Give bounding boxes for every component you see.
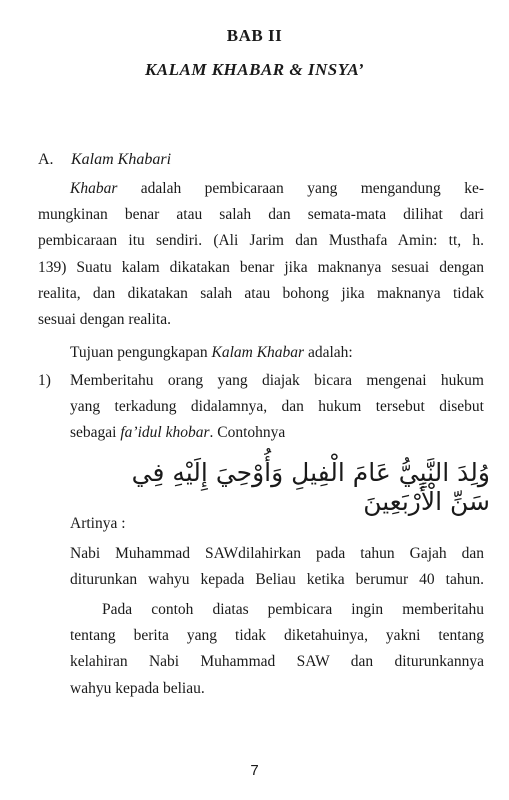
paragraph-text: adalah pembicaraan yang mengandung ke- xyxy=(117,180,484,197)
list-item-body xyxy=(70,368,484,447)
paragraph-line: kelahiran Nabi Muhammad SAW dan diturunkannya xyxy=(70,653,484,671)
paragraph-line: 139) Suatu kalam dikatakan benar jika maknanya sesuai dengan xyxy=(38,258,484,276)
paragraph-line: wahyu kepada beliau. xyxy=(70,679,205,697)
paragraph-line: diturunkan wahyu kepada Beliau ketika berumur 40 tahun. xyxy=(70,571,484,589)
term-kalam-khabar: Kalam Khabar xyxy=(211,344,305,361)
paragraph-line: sesuai dengan realita. xyxy=(38,311,171,329)
paragraph-explanation xyxy=(70,597,484,702)
chapter-title: KALAM KHABAR & INSYA’ xyxy=(144,60,365,79)
term-faidul-khobar: fa’idul khobar xyxy=(120,424,210,442)
section-marker: A. xyxy=(38,151,54,168)
paragraph-line: realita, dan dikatakan salah atau bohong jika maknanya tidak xyxy=(38,284,484,302)
paragraph-text: adalah: xyxy=(304,344,353,361)
paragraph-line: Nabi Muhammad SAWdilahirkan pada tahun Gajah dan xyxy=(70,545,484,562)
paragraph-text: sebagai xyxy=(70,424,121,442)
paragraph-text: . Contohnya xyxy=(209,424,286,442)
paragraph-line: pembicaraan itu sendiri. (Ali Jarim dan Musthafa Amin: tt, h. xyxy=(38,232,484,250)
list-number: 1) xyxy=(38,372,51,389)
arabic-example-text: وُلِدَ النَّبِيُّ عَامَ الْفِيلِ وَأُوْحِيَ إِلَيْهِ فِي سَنِّ الْأَرْبَعِينَ xyxy=(131,458,490,516)
section-title: Kalam Khabari xyxy=(71,151,172,168)
paragraph-line: Pada contoh diatas pembicara ingin memberitahu xyxy=(102,601,484,618)
paragraph-line: mungkinan benar atau salah dan semata-mata dilihat dari xyxy=(38,206,484,224)
paragraph-line xyxy=(70,340,484,366)
section-heading xyxy=(38,151,478,169)
chapter-number: BAB II xyxy=(226,26,283,45)
paragraph-translation xyxy=(70,541,484,593)
paragraph-text: Tujuan pengungkapan xyxy=(70,344,212,361)
paragraph-tujuan xyxy=(70,340,484,366)
paragraph-line xyxy=(70,176,484,202)
paragraph-line: tentang berita yang tidak diketahuinya, yakni tentang xyxy=(70,627,484,645)
paragraph-line: yang terkadung didalamnya, dan hukum tersebut disebut xyxy=(70,398,484,416)
page-number: 7 xyxy=(250,762,259,779)
term-khabar: Khabar xyxy=(70,180,118,197)
paragraph-line xyxy=(70,420,484,446)
translation-label: Artinya : xyxy=(70,515,126,532)
paragraph-khabar-definition xyxy=(38,176,484,333)
paragraph-line: Memberitahu orang yang diajak bicara mengenai hukum xyxy=(70,372,484,389)
